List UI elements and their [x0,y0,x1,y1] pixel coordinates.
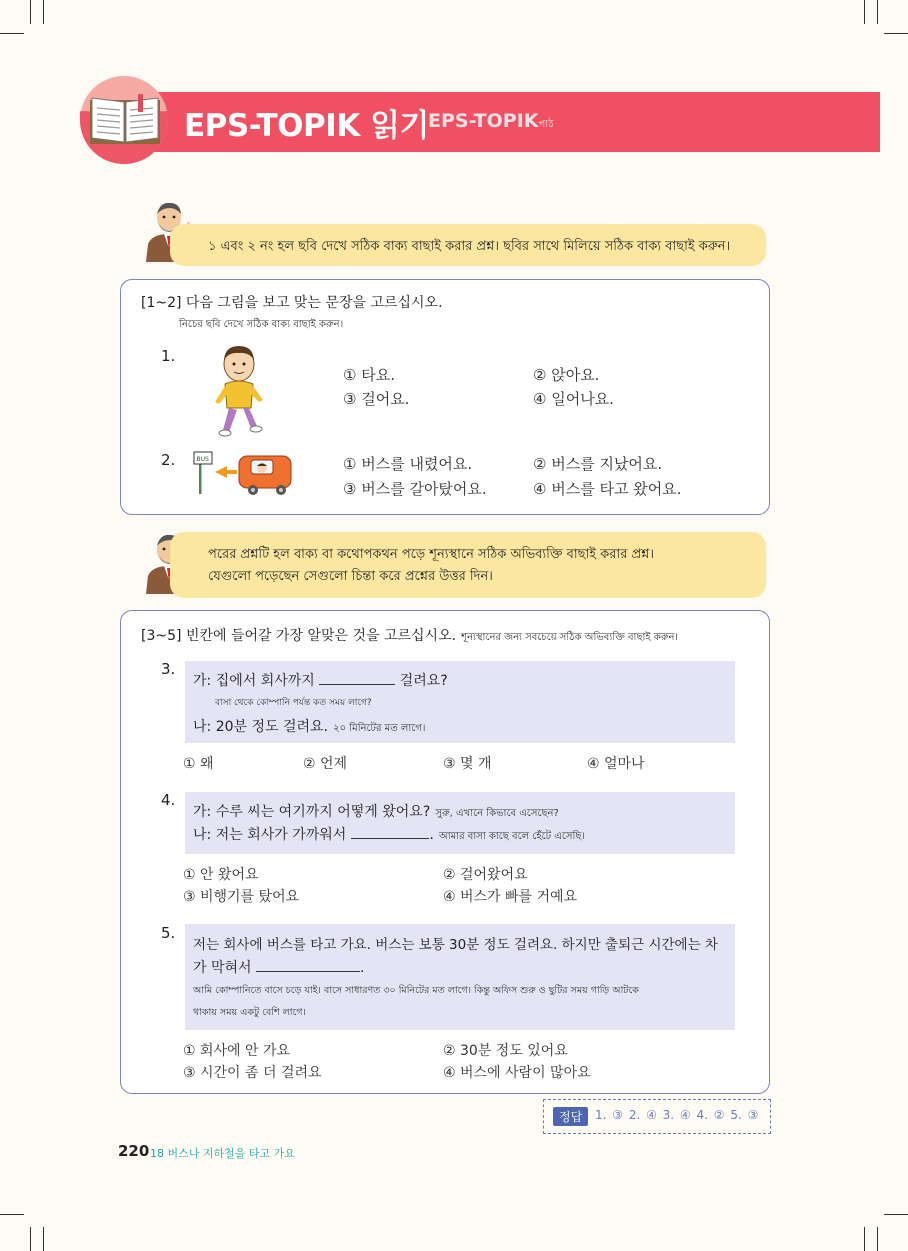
q3-passage [185,661,735,743]
q5-bn-line1: আমি কোম্পানিতে বাসে চড়ে যাই। বাসে সাধারণত ৩০ মিনিটের মত লাগে। কিন্তু অফিস শুরু ও ছুটির সময় গাড়ি আটকে [193,985,639,996]
bus-sign-text: BUS [196,456,209,463]
crop-mark [884,33,908,34]
section-title: EPS-TOPIK 읽기 [184,108,429,144]
question-box-2 [120,610,770,1094]
page-number: 220 [118,1142,150,1160]
question-box-1 [120,279,770,515]
q1-option-2[interactable]: ② 앉아요. [533,366,600,384]
crop-mark [864,1227,865,1251]
q3-line1-bn: বাসা থেকে কোম্পানি পর্যন্ত কত সময় লাগে? [215,698,372,708]
instruction2-line1: পরের প্রশ্নটি হল বাক্য বা কথোপকথন পড়ে শূন্যস্থানে সঠিক অভিব্যক্তি বাছাই করার প্রশ্ন। [208,547,655,562]
q2-option-4[interactable]: ④ 버스를 타고 왔어요. [533,480,682,498]
q5-option-4[interactable]: ④ 버스에 사람이 많아요 [443,1065,591,1081]
crop-mark [30,1227,31,1251]
instruction-bubble [170,224,766,266]
q5-option-2[interactable]: ② 30분 정도 있어요 [443,1043,568,1059]
crop-mark [43,0,44,24]
question-number-3: 3. [161,660,176,678]
q3-option-3[interactable]: ③ 몇 개 [443,756,492,772]
q4-option-2[interactable]: ② 걸어왔어요 [443,867,528,883]
q5-option-1[interactable]: ① 회사에 안 가요 [183,1043,291,1059]
crop-mark [877,1227,878,1251]
bus-stop-illustration [193,450,295,496]
q3-option-2[interactable]: ② 언제 [303,756,348,772]
q4-option-1[interactable]: ① 안 왔어요 [183,867,259,883]
walking-boy-illustration [209,344,269,438]
q3-option-4[interactable]: ④ 얼마나 [587,756,645,772]
q4-line2: 나: 저는 회사가 가까워서 . আমার বাসা কাছে বলে হেঁটে এসেছি। [193,827,585,843]
answer-blank [256,971,360,972]
answer-key [543,1099,771,1134]
q5-option-3[interactable]: ③ 시간이 좀 더 걸려요 [183,1065,322,1081]
q1-option-4[interactable]: ④ 일어나요. [533,390,614,408]
q4-option-4[interactable]: ④ 버스가 빠를 거예요 [443,889,578,905]
crop-mark [884,1214,908,1215]
q5-passage [185,924,735,1030]
crop-mark [43,1227,44,1251]
question-number-5: 5. [161,924,176,942]
q2-option-3[interactable]: ③ 버스를 갈아탔어요. [343,480,487,498]
answer-key-label: 정답 [553,1107,588,1126]
open-book-icon [88,94,162,146]
chapter-title: 18 버스나 지하철을 타고 가요 [150,1147,295,1160]
q3-line1: 가: 집에서 회사까지 걸려요? [193,673,448,689]
q4-option-3[interactable]: ③ 비행기를 탔어요 [183,889,300,905]
question-number-1: 1. [161,347,176,365]
section-banner [150,92,880,152]
box2-instruction: [3~5] 빈칸에 들어갈 가장 알맞은 것을 고르십시오. শূন্যস্থানের জন্য সবচেয়ে সঠিক অভিব্যক্তি বাছাই করুন। [141,628,678,644]
section-subtitle: EPS-TOPIKপাঠ [428,110,554,132]
q1-option-3[interactable]: ③ 걸어요. [343,390,410,408]
box1-instruction: [1~2] 다음 그림을 보고 맞는 문장을 고르십시오. [141,295,443,311]
q3-option-1[interactable]: ① 왜 [183,756,214,772]
q4-line1: 가: 수루 씨는 여기까지 어떻게 왔어요? সুরু, এখানে কিভাবে এসেছেন? [193,804,559,820]
crop-mark [30,0,31,24]
q2-option-1[interactable]: ① 버스를 내렸어요. [343,455,473,473]
q4-passage [185,792,735,854]
instruction-text: ১ এবং ২ নং হল ছবি দেখে সঠিক বাক্য বাছাই করার প্রশ্ন। ছবির সাথে মিলিয়ে সঠিক বাক্য বাছাই করুন। [208,239,731,254]
question-number-2: 2. [161,451,176,469]
crop-mark [864,0,865,24]
q2-option-2[interactable]: ② 버스를 지났어요. [533,455,663,473]
crop-mark [0,33,24,34]
answer-blank [319,684,395,685]
crop-mark [877,0,878,24]
question-number-4: 4. [161,791,176,809]
answer-blank [351,838,429,839]
q5-bn-line2: থাকায় সময় একটু বেশি লাগে। [193,1007,306,1018]
answer-key-text: 1. ③ 2. ④ 3. ④ 4. ② 5. ③ [595,1108,759,1122]
q1-option-1[interactable]: ① 타요. [343,366,395,384]
q3-line2: 나: 20분 정도 걸려요. ২০ মিনিটের মত লাগে। [193,719,426,735]
box1-instruction-bn: নিচের ছবি দেখে সঠিক বাক্য বাছাই করুন। [179,319,344,330]
q5-line1: 저는 회사에 버스를 타고 가요. 버스는 보통 30분 정도 걸려요. 하지만 출퇴근 시간에는 차 [193,937,718,953]
crop-mark [0,1214,24,1215]
instruction2-line2: যেগুলো পড়েছেন সেগুলো চিন্তা করে প্রশ্নের উত্তর দিন। [208,569,493,584]
q5-line2: 가 막혀서 . [193,960,365,976]
instruction-bubble-2 [170,532,766,598]
